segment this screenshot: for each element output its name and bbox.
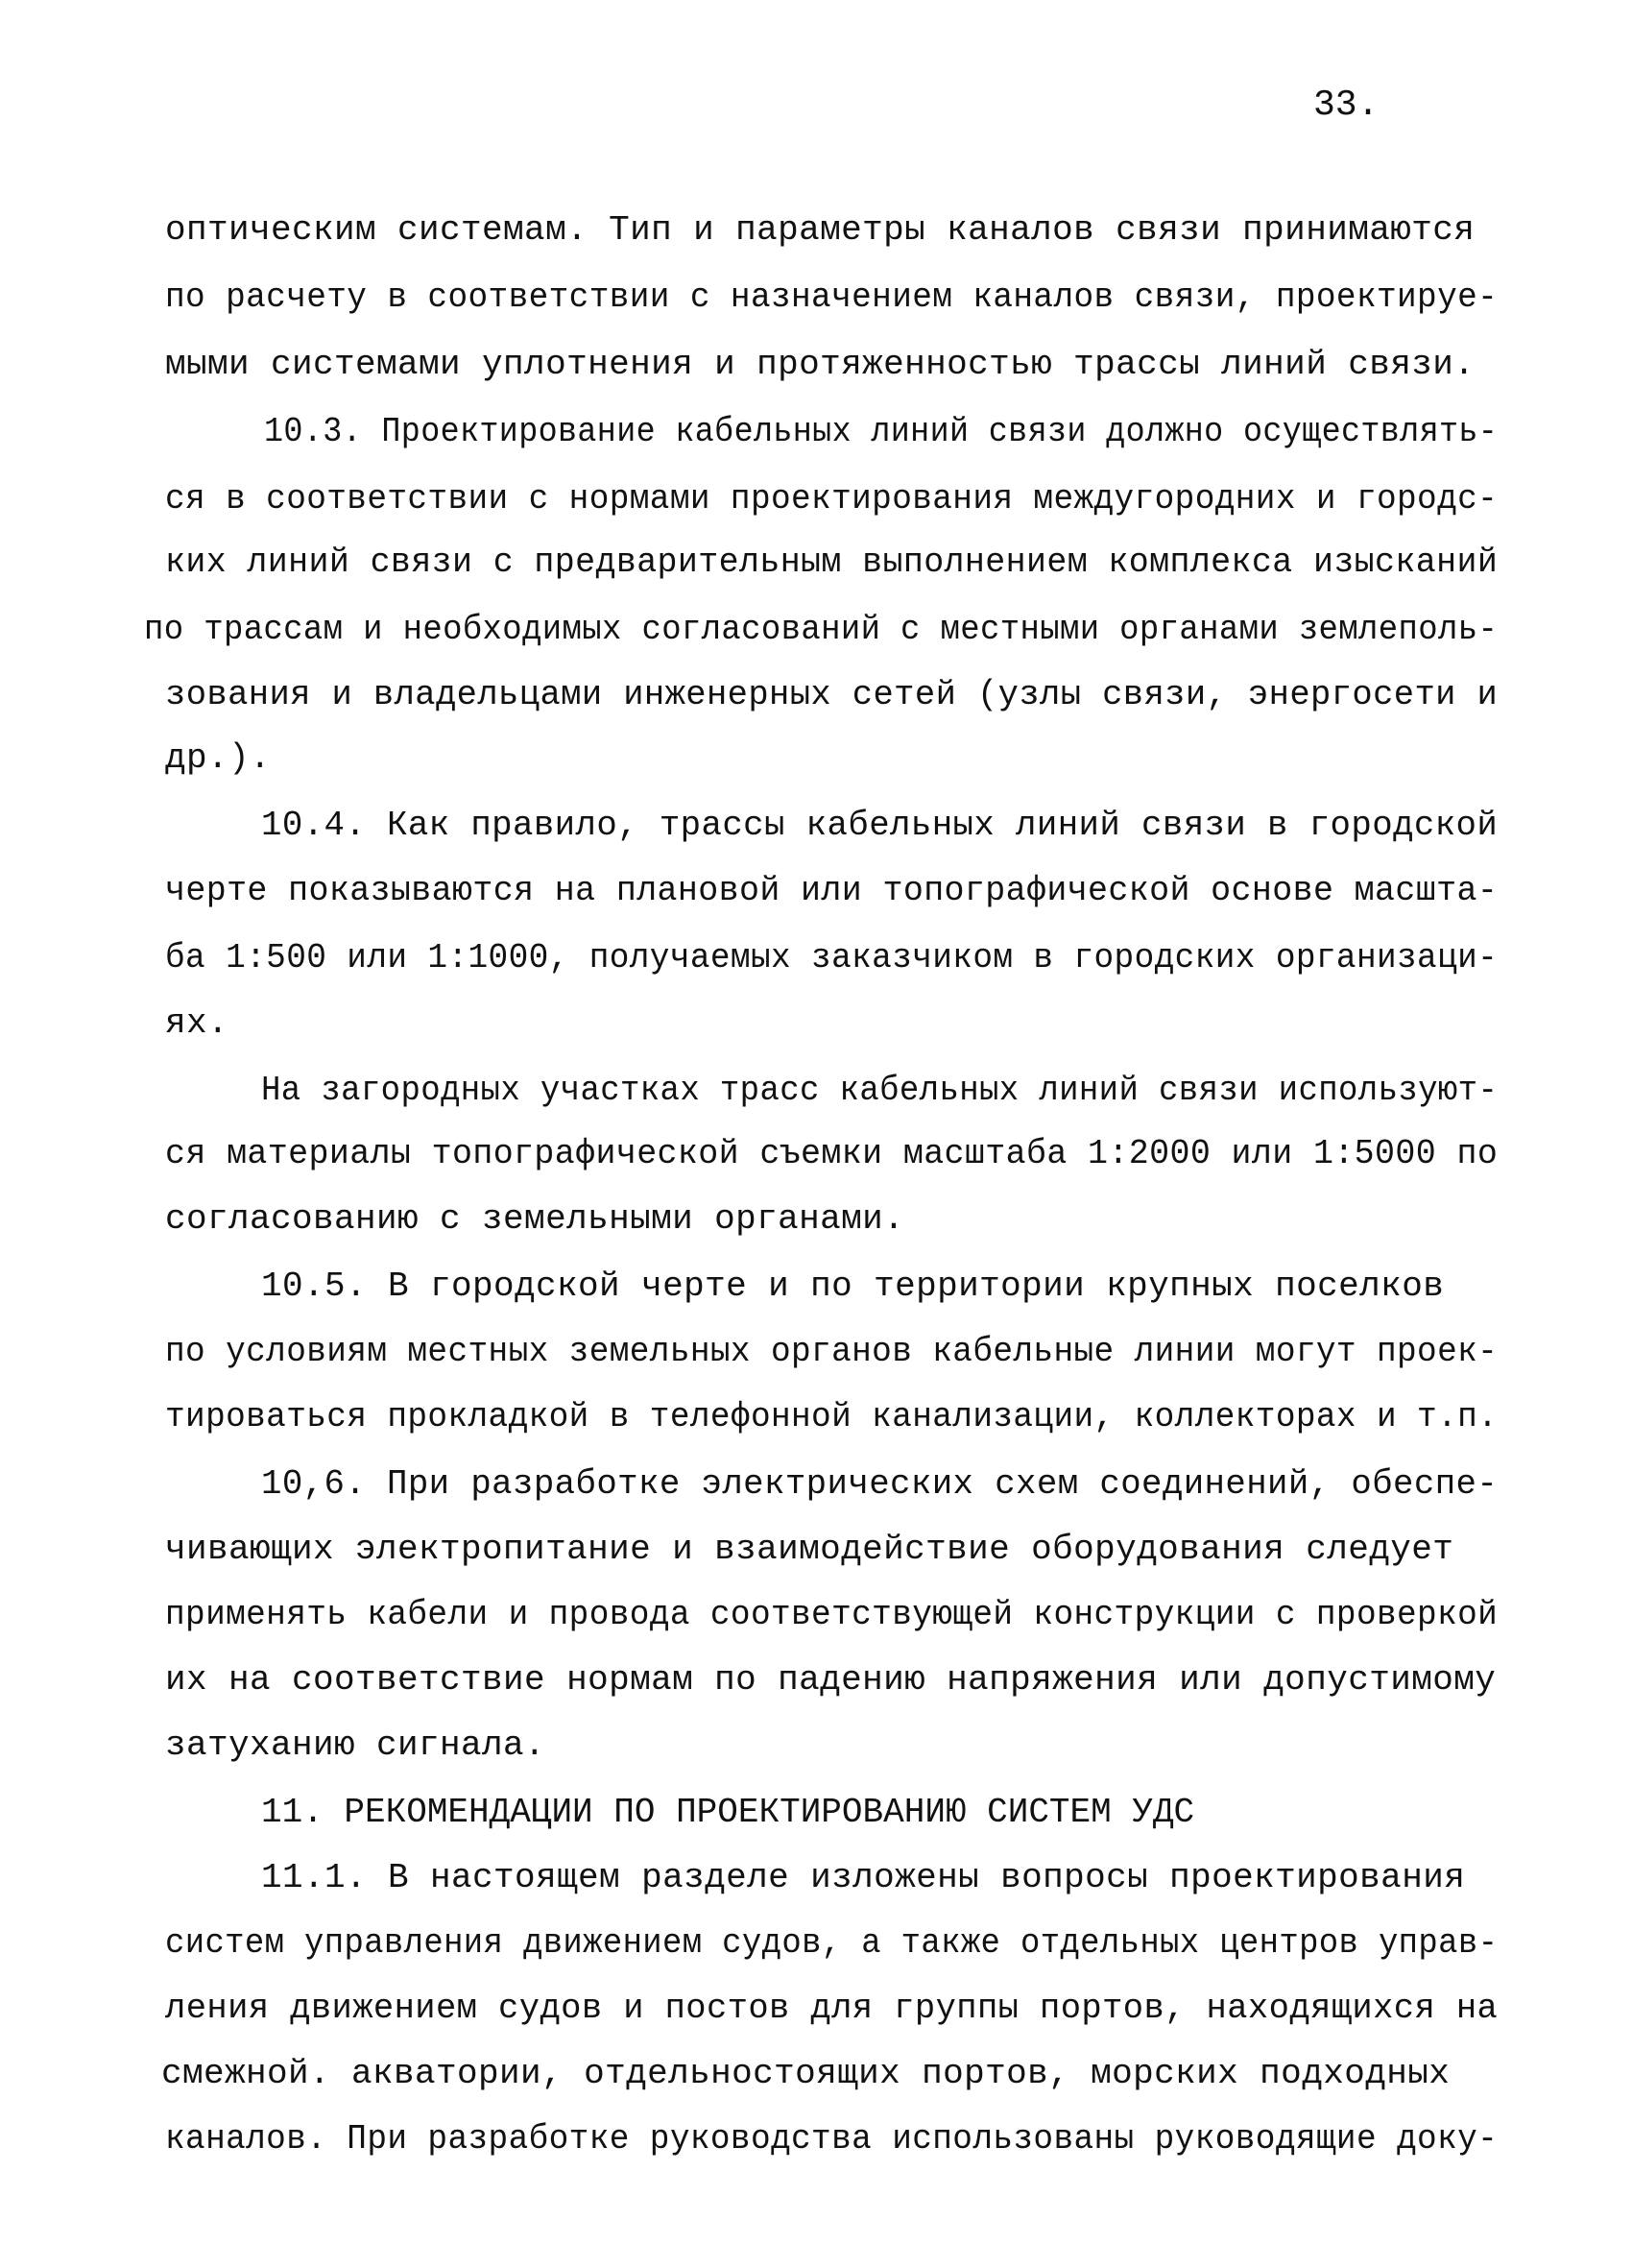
text-line: применять кабели и провода соответствующей конструкции с проверкой xyxy=(165,1595,1499,1634)
text-line: согласованию с земельными органами. xyxy=(165,1199,905,1239)
text-line: мыми системами уплотнения и протяженностью трассы линий связи. xyxy=(165,345,1476,384)
text-line: затуханию сигнала. xyxy=(165,1725,546,1765)
text-line: систем управления движением судов, а также отдельных центров управ- xyxy=(165,1923,1499,1963)
text-line: каналов. При разработке руководства использованы руководящие доку- xyxy=(165,2119,1499,2159)
text-line: др.). xyxy=(165,738,272,778)
text-line: 10.5. В городской черте и по территории крупных поселков xyxy=(261,1267,1445,1306)
text-line: зования и владельцами инженерных сетей (узлы связи, энергосети и xyxy=(165,675,1499,714)
text-line: ся в соответствии с нормами проектирования междугородних и городс- xyxy=(165,479,1499,519)
text-line: по трассам и необходимых согласований с местными органами землеполь- xyxy=(144,610,1499,649)
text-line: по расчету в соответствии с назначением каналов связи, проектируе- xyxy=(165,277,1499,317)
text-line: ся материалы топографической съемки масштаба 1:2000 или 1:5000 по xyxy=(165,1134,1499,1173)
text-line: На загородных участках трасс кабельных линий связи используют- xyxy=(261,1071,1499,1110)
text-line: смежной. акватории, отдельностоящих портов, морских подходных xyxy=(161,2054,1451,2093)
text-line: 10,6. При разработке электрических схем соединений, обеспе- xyxy=(261,1464,1499,1504)
text-line: 11.1. В настоящем разделе изложены вопросы проектирования xyxy=(261,1858,1466,1897)
text-line: их на соответствие нормам по падению напряжения или допустимому xyxy=(165,1660,1497,1700)
text-line: 10.4. Как правило, трассы кабельных линий связи в городской xyxy=(261,806,1499,845)
text-line: чивающих электропитание и взаимодействие оборудования следует xyxy=(165,1530,1454,1569)
section-heading: 11. РЕКОМЕНДАЦИИ ПО ПРОЕКТИРОВАНИЮ СИСТЕМ УДС xyxy=(261,1793,1195,1832)
text-line: оптическим системам. Тип и параметры каналов связи принимаются xyxy=(165,210,1476,250)
text-line: ления движением судов и постов для группы портов, находящихся на xyxy=(165,1989,1499,2028)
text-line: тироваться прокладкой в телефонной канализации, коллекторах и т.п. xyxy=(165,1397,1499,1436)
text-line: по условиям местных земельных органов кабельные линии могут проек- xyxy=(165,1332,1499,1371)
text-line: ба 1:500 или 1:1000, получаемых заказчиком в городских организаци- xyxy=(165,938,1499,977)
text-line: 10.3. Проектирование кабельных линий связи должно осуществлять- xyxy=(264,412,1499,451)
text-line: черте показываются на плановой или топографической основе масшта- xyxy=(165,871,1499,910)
text-line: ких линий связи с предварительным выполнением комплекса изысканий xyxy=(165,543,1499,582)
text-line: ях. xyxy=(165,1003,229,1043)
page-number: 33. xyxy=(1313,84,1380,126)
